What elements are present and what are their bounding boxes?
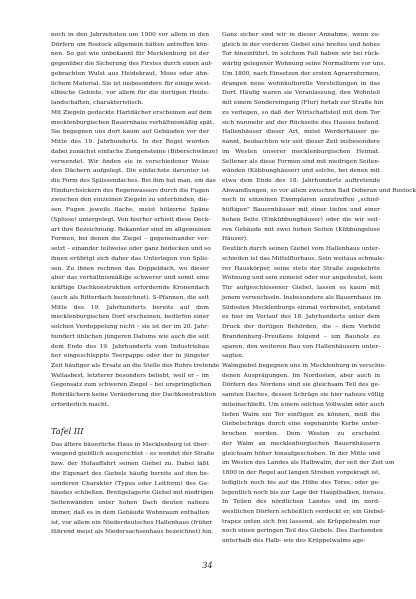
text-line: (auch als Ritterdach bezeichnet). S-Pfannen, die seit (51, 294, 209, 301)
paragraph (222, 245, 385, 362)
text-line: gleich in der vorderen Giebel eins breites und hohes (222, 41, 380, 48)
text-line: der Walm an mecklenburgischen Bauernhäusern (222, 440, 380, 447)
text-line: wärtig gelegener Wohnung seine Normalform vor uns. (222, 61, 386, 68)
text-line: immer, daß es in dem Gebäude Wohnraum enthalten (51, 509, 209, 516)
text-line: Tor hineinführt. In solchem Fall haben wir bei rück- (222, 51, 380, 58)
text-line: ihnen erübrigt sich daher das Unterlegen von Splis- (51, 255, 209, 262)
text-line: Wohnung und sein zumeist oder nur angedeutet, kein (222, 275, 383, 282)
paragraph (51, 109, 220, 411)
text-line: die Eigenart des Giebels häufig bereits auf den be- (51, 470, 209, 477)
text-line: Rohrdächern keine Veränderung der Dachkonstruktion (51, 392, 216, 399)
text-line: samten Daches, dessen Schräge sie hier nahezu völlig (222, 392, 385, 399)
text-line: bzw. der Hofauffahrt seinen Giebel zu. Dabei läßt (51, 461, 209, 468)
text-line: Dörfern des Nordens sind sie gleichsam Teil des ge- (222, 382, 380, 389)
text-line: landschaften, charakteristisch. (51, 100, 144, 107)
text-line: Häuser). (222, 236, 248, 243)
text-line: sich nunmehr auf der Rückseite des Hauses befand. (222, 119, 380, 126)
text-line: Giebelschräge durch eine sogenannte Kerbe unter- (222, 421, 380, 428)
text-line: die Form des Splissendaches. Bei ihm hat man, um das (51, 178, 216, 185)
paragraph (222, 31, 416, 245)
text-line: Wellasbest, letzterer besonders beliebt, weil er – im (51, 372, 209, 379)
text-line: legentlich noch bis zur Lage der Hauptbalken, heraus. (222, 489, 386, 496)
text-line: Zeit häufiger als Ersatz an die Stelle des Rohrs tretende (51, 362, 220, 369)
text-line: sagten. (222, 353, 244, 360)
text-line: lichem Material. Sie ist insbesondere für einige west- (51, 80, 211, 87)
text-line: Walmgiebel begegnen uns in Mecklenburg in verschie- (222, 362, 387, 369)
section-gap (51, 411, 209, 425)
text-line: drangen neue wohnkulturelle Vorstellungen in das (222, 80, 380, 87)
paragraph (51, 31, 213, 109)
text-line: Mitte des 19. Jahrhunderts bereits auf dem (51, 304, 209, 311)
left-column (51, 31, 220, 538)
text-line: solchen Verdoppelung nicht – sie ist der im 20. Jahr- (51, 324, 209, 331)
text-line: etwa dem Ende des 18. Jahrhunderts auftretende (222, 178, 380, 185)
text-line: Formen, bei denen die Ziegel – gegeneinander ver- (51, 236, 209, 243)
text-line: Dörfern um Rostock allgemein hätten antreffen kön- (51, 41, 209, 48)
text-line: mecklenburgischen Dorf erscheinen, bedürfen einer (51, 314, 209, 321)
text-line: führend meist als Niedersachsenhaus bezeichnet) hin. (51, 529, 214, 536)
text-line: Um 1800, nach Einsetzen der ersten Agrarreformen, (222, 70, 381, 77)
text-line: nen. So gut wie unbekannt für Mecklenburg ist der (51, 51, 209, 58)
text-line: bäudes schließen. Breitgelagerte Giebel mit niedrigen (51, 490, 214, 497)
text-line: erforderlich macht. (51, 401, 110, 408)
text-line: setzt – einander teilweise oder ganz bedecken und so (51, 246, 211, 253)
text-line: gleichsam höher hinaufgeschoben. In der Mitte und (222, 450, 380, 457)
text-line: mecklenburgischen Bauernhaus verhältnismäßig spät. (51, 119, 215, 126)
text-line: Südosten Mecklenburgs einmal verbreitet, entstand (222, 304, 380, 311)
text-line: zwischen den einzelnen Ziegeln zu unterbinden, die- (51, 197, 209, 204)
right-column (222, 31, 416, 547)
text-line: Deutlich durch seinen Giebel vom Hallenhaus unter- (222, 246, 380, 253)
text-line: zu verlegen, so daß der Wirtschaftsteil mit dem Tor (222, 109, 380, 116)
text-line: gegenüber die Sicherung des Firstes durch einen auf- (51, 61, 213, 68)
text-line: Abwandlungen, so vor allem zwischen Bad Doberan und Rostock (222, 187, 416, 194)
text-line: Tür aufgeschlossener Giebel, lassen es kaum mit (222, 285, 380, 292)
text-line: (Splisse) untergelegt. Von hierher erhielt diese Deck- (51, 216, 211, 223)
text-line: art ihre Bezeichnung. Bekannter sind im allgemeinen (51, 226, 211, 233)
text-line: sonderen Charakter (Typus oder Leitform) des Ge- (51, 480, 209, 487)
text-line: Sie begegnen uns dort kaum auf Gebäuden vor der (51, 129, 209, 136)
text-line: noch in den Jahrzehnten um 1900 vor allem in den (51, 32, 209, 38)
text-line: hüftigen" Bauernhäuser mit einer tiefen und einer (222, 207, 380, 214)
text-line: sparen, den weiteren Bau von Hallenhäusern unter- (222, 343, 380, 350)
text-line: westlichen Dörfern schließlich verdeckt er, ein Giebel- (222, 508, 385, 515)
text-line: es hier im Verlauf des 18. Jahrhunderts unter dem (222, 314, 380, 321)
text-line: dabei zunächst einfache Zungensteine (Biberschwänze) (51, 148, 218, 155)
text-line: brochen werden. Dem Westen zu erscheint (222, 431, 380, 438)
text-line: miteinschließt. Um einem solchen Vollwalm oder auch (222, 401, 385, 408)
text-line: schieden ist das Mittelflurhaus. Sein weitaus schmale- (222, 255, 385, 262)
text-line: Mit Ziegeln gedeckte Hartdächer erscheinen auf dem (51, 109, 212, 116)
text-line: Brandenburg–Preußens folgend – um Bauholz zu (222, 333, 380, 340)
text-line: Gegensatz zum schweren Ziegel – bei ursprünglichen (51, 382, 212, 389)
text-line: kräftige Dachkonstruktion erfordernde Kronendach (51, 285, 209, 292)
text-line: Druck der dortigen Behörden, die – dem Vorbild (222, 324, 380, 331)
text-line: ren Gebäude mit zwei hohen Seiten (Kübbungslose (222, 226, 380, 233)
text-line: den Dächern aufgelegt. Die einfachste darunter ist (51, 168, 209, 175)
paragraph (51, 441, 215, 538)
text-line: ist, vor allem ein Niederdeutsches Hallenhaus (früher (51, 519, 213, 526)
text-line: denen Ausprägungen. Im Nordosten, aber auch in (222, 372, 380, 379)
text-line: unterhalb des Halb- wie des Krüppelwalms age- (222, 538, 366, 545)
text-line: 1800 in der Regel auf langen Streben vorgekragt ist, (222, 470, 381, 477)
text-line: noch in einzelnen Exemplaren anzutreffen „schief- (222, 197, 380, 204)
text-line: wiegend giebllich ausgerichtet – es wendet der Straße (51, 451, 215, 458)
text-line: noch einen geringen Teil des Giebels. Des Dachenden (222, 528, 383, 535)
text-line: aber das verhältnismäßige schwerer und somit eine (51, 275, 209, 282)
text-line: jenem verwechseln. Insbesondere als Bauernhaus im (222, 294, 381, 301)
text-line: Hindurchsickern des Regenwassers durch die Fugen (51, 187, 210, 194)
text-line: mit einem Sondereingang (Flur) fortab zur Straße hin (222, 100, 384, 107)
text-line: In Teilen des nördlichen Landes und im nord- (222, 499, 380, 506)
text-line: lediglich noch bis auf die Höhe des Tores, oder ge- (222, 479, 380, 486)
text-line: hundert üblichen jüngeren Datums wie auch die seit (51, 333, 209, 340)
text-line: tiefen Walm ein Tor einfügen zu können, muß die (222, 411, 380, 418)
section-heading: Tafel III (51, 425, 84, 436)
text-line: wänden (Kübbunghäuser) und solche, bei denen mit (222, 168, 380, 175)
paragraph (222, 362, 395, 547)
text-line: Seitenwänden unter hohen Dach deuten nahezu (51, 500, 209, 507)
text-line: Hallenhäuser dieser Art, meist Werderhäuser ge- (222, 129, 380, 136)
text-line: im Westen unserer mecklenburgischen Heimat. (222, 148, 380, 155)
text-line: sen. Zu ihnen rechnen das Doppeldach, wo dieser (51, 265, 209, 272)
text-line: dem Ende des 19. Jahrhunderts vom Industriebau (51, 343, 209, 350)
text-line: im Westen des Landes als Halbwalm, der seit der Zeit um (222, 460, 395, 467)
text-line: rer Hauskörper, seine stets der Straße zugekehrte (222, 265, 380, 272)
text-line: elbische Gebiete, vor allem für die dortigen Heide- (51, 90, 209, 97)
page-number: 34 (202, 561, 213, 570)
text-line: Mitte des 19. Jahrhunderts. In der Regel wurden (51, 139, 209, 146)
text-line: Seltener als diese Formen sind mit niedrigen Seiten- (222, 158, 380, 165)
text-line: gebrachten Wulst aus Heidekraut, Moos oder ähn- (51, 70, 209, 77)
text-line: Ganz sicher sind wir in dieser Annahme, wenn zu- (222, 32, 380, 38)
text-line: Das ältere bäuerliche Haus in Mecklenburg ist über- (51, 441, 209, 448)
text-line: her eingeschleppte Teerpappe oder der in jüngster (51, 353, 209, 360)
text-line: verwendet. Wir finden sie in verschiedener Weise (51, 158, 209, 165)
text-line: Dorf. Häufig waren sie Veranlassung, den Wohnteil (222, 90, 380, 97)
text-line: sen Fugen jeweils flache, meist hölzerne Späne (51, 207, 209, 214)
text-line: hohen Seite (Einkübbunghäuser) oder die wir seit- (222, 216, 380, 223)
text-line: nannt, beobachten wir seit dieser Zeit insbesondere (222, 139, 380, 146)
text-line: trapez unten sich frei lassend, als Krüppelwalm nur (222, 518, 380, 525)
